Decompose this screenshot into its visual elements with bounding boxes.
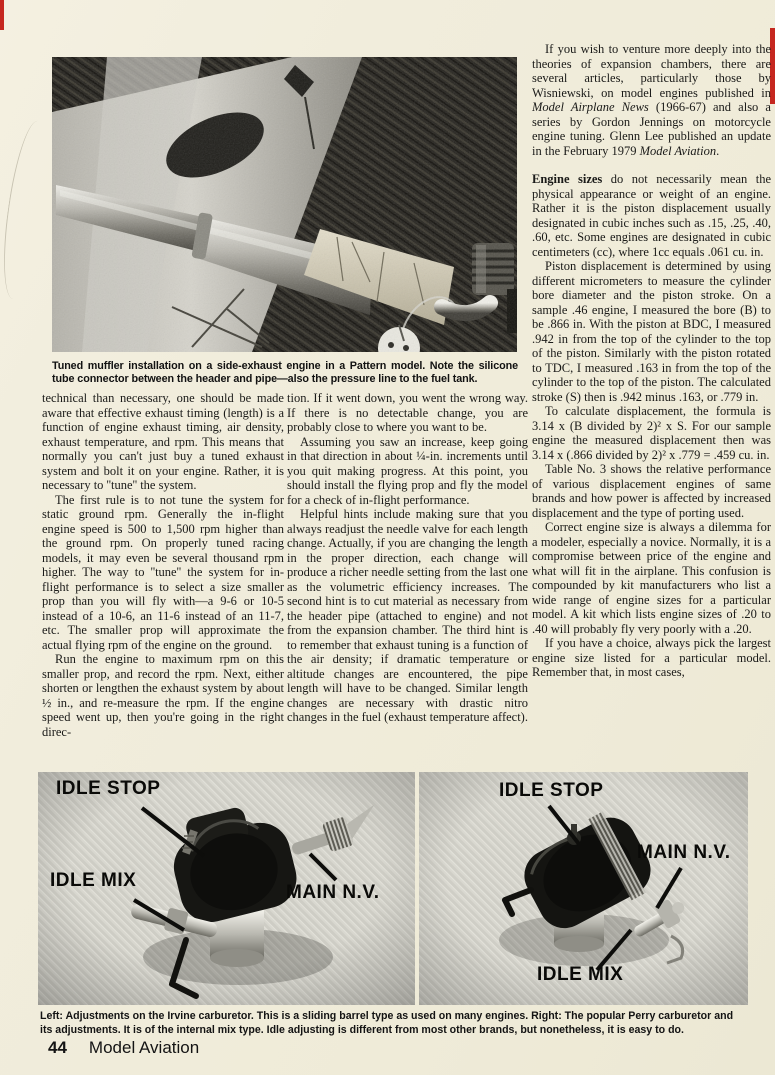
italic-title-model-airplane-news: Model Airplane News: [532, 100, 649, 114]
paragraph-middle-2: Assuming you saw an increase, keep going in that direction in about ¼-in. increments until you quit making progress. At this point, you should install the flying prop and fly the model for a check of in-flight performance.: [287, 434, 528, 507]
top-photo-muffler-installation: [52, 57, 517, 352]
top-photo-caption: Tuned muffler installation on a side-exhaust engine in a Pattern model. Note the silicone tube connector between the header and pipe—also the pressure line to the fuel tank.: [52, 360, 518, 386]
page-footer: [48, 1038, 199, 1058]
label-idle-mix: IDLE MIX: [50, 870, 137, 891]
paper-crease: [0, 118, 55, 301]
paragraph-left-1: technical than necessary, one should be made aware that effective exhaust timing (length) is a function of engine exhaust timing, air density, exhaust temperature, and rpm. This means that normally you can't just buy a tuned exhaust system and bolt it on your engine. Rather, it is necessary to ''tune'' the system.: [42, 391, 284, 492]
paragraph-right-2: [532, 172, 771, 259]
text-segment: If you wish to venture more deeply into the theories of expansion chambers, there are several articles, particularly those by Wisniewski, on model engines published in: [532, 42, 771, 100]
label-main-nv: MAIN N.V.: [637, 842, 731, 863]
label-main-nv: MAIN N.V.: [286, 882, 380, 903]
paragraph-middle-1: tion. If it went down, you went the wrong way. If there is no detectable change, you are probably close to where you want to be.: [287, 391, 528, 434]
bottom-photos-caption: Left: Adjustments on the Irvine carburetor. This is a sliding barrel type as used on many engines. Right: The popular Perry carburetor and its adjustments. It is of the internal mix type. Idle adjusting is different from most other brands, but nonetheless, it is easy to do.: [40, 1010, 734, 1036]
bold-lead-engine-sizes: Engine sizes: [532, 172, 603, 186]
paragraph-right-5: Table No. 3 shows the relative performance of various displacement engines of same brands and how power is affected by increased displacement and the type of porting used.: [532, 462, 771, 520]
magazine-title: Model Aviation: [88, 1038, 200, 1057]
scan-artifact-red-left: [0, 0, 4, 30]
paragraph-right-1: [532, 42, 771, 158]
label-idle-mix: IDLE MIX: [537, 964, 624, 985]
paragraph-left-2: The first rule is to not tune the system for static ground rpm. Generally the in-flight engine speed is 500 to 1,500 rpm higher than the ground rpm. On properly tuned racing models, it may even be several thousand rpm higher. The way to ''tune'' the system for in-flight performance is to select a size smaller prop than you will fly with—a 9-6 or 10-5 instead of a 10-6, an 11-6 instead of an 11-7, etc. The smaller prop will approximate the actual flying rpm of the engine on the ground.: [42, 492, 284, 652]
article-column-middle: [287, 391, 528, 771]
article-column-right: [532, 38, 771, 772]
text-segment: (1966-67) and also a series by Gordon Jennings on motorcycle engine tuning. Glenn Lee published an update in the February 1979: [532, 100, 771, 158]
carburetor-photo-irvine: [38, 772, 415, 1005]
paragraph-right-3: Piston displacement is determined by using different micrometers to measure the cylinder bore diameter and the piston stroke. On a sample .46 engine, I measured the bore (B) to be .866 in. With the piston at BDC, I measured .942 in from the top of the cylinder to the top of the piston. Similarly with the piston rotated to TDC, I measured .163 in from the top of the cylinder to the top of the piston. The calculated stroke (S) then is .942 minus .163, or .779 in.: [532, 259, 771, 404]
paragraph-middle-3: Helpful hints include making sure that you always readjust the needle valve for each length change. Actually, if you are changing the length in the proper direction, each change will produce a richer needle setting from the last one as the volumetric efficiency increases. The second hint is to cut material as necessary from the header pipe (attached to engine) and not from the expansion chamber. The third hint is to remember that exhaust tuning is a function of the air density; if dramatic temperature or altitude changes are encountered, the pipe length will have to be changed. Similar length changes are necessary with drastic nitro changes in the fuel (exhaust temperature affect).: [287, 507, 528, 724]
muffler-photo-illustration: [52, 57, 517, 352]
carburetor-photo-perry: [419, 772, 748, 1005]
label-idle-stop: IDLE STOP: [499, 780, 604, 801]
label-idle-stop: IDLE STOP: [56, 778, 161, 799]
paragraph-right-7: If you have a choice, always pick the largest engine size listed for a particular model. Remember that, in most cases,: [532, 636, 771, 679]
text-segment: do not necessarily mean the physical appearance or weight of an engine. Rather it is the piston displacement usually designated in cubic inches such as .15, .25, .40, .60, etc. Some engines are designated in cubic centimeters (cc), where 1cc equals .061 cu. in.: [532, 172, 771, 259]
italic-title-model-aviation: Model Aviation: [639, 143, 717, 158]
page-number: 44: [48, 1038, 67, 1057]
paragraph-left-3: Run the engine to maximum rpm on this smaller prop, and record the rpm. Next, either shorten or lengthen the exhaust system by about ½ in., and re-measure the rpm. If the engine speed went up, then you're going in the right direc-: [42, 652, 284, 739]
article-column-left: [42, 391, 284, 771]
text-segment: .: [716, 143, 720, 158]
paragraph-right-4: To calculate displacement, the formula is 3.14 x (B divided by 2)² x S. For our sample engine the measured displacement then was 3.14 x (.866 divided by 2)² x .779 = .459 cu. in.: [532, 404, 771, 462]
paragraph-right-6: Correct engine size is always a dilemma for a modeler, especially a novice. Normally, it is a compromise between price of the engine and what will fit in the airplane. This confusion is compounded by kit manufacturers who list a wide range of engine sizes for a particular model. A kit which lists engine sizes of .20 to .40 will probably fly very poorly with a .20.: [532, 520, 771, 636]
